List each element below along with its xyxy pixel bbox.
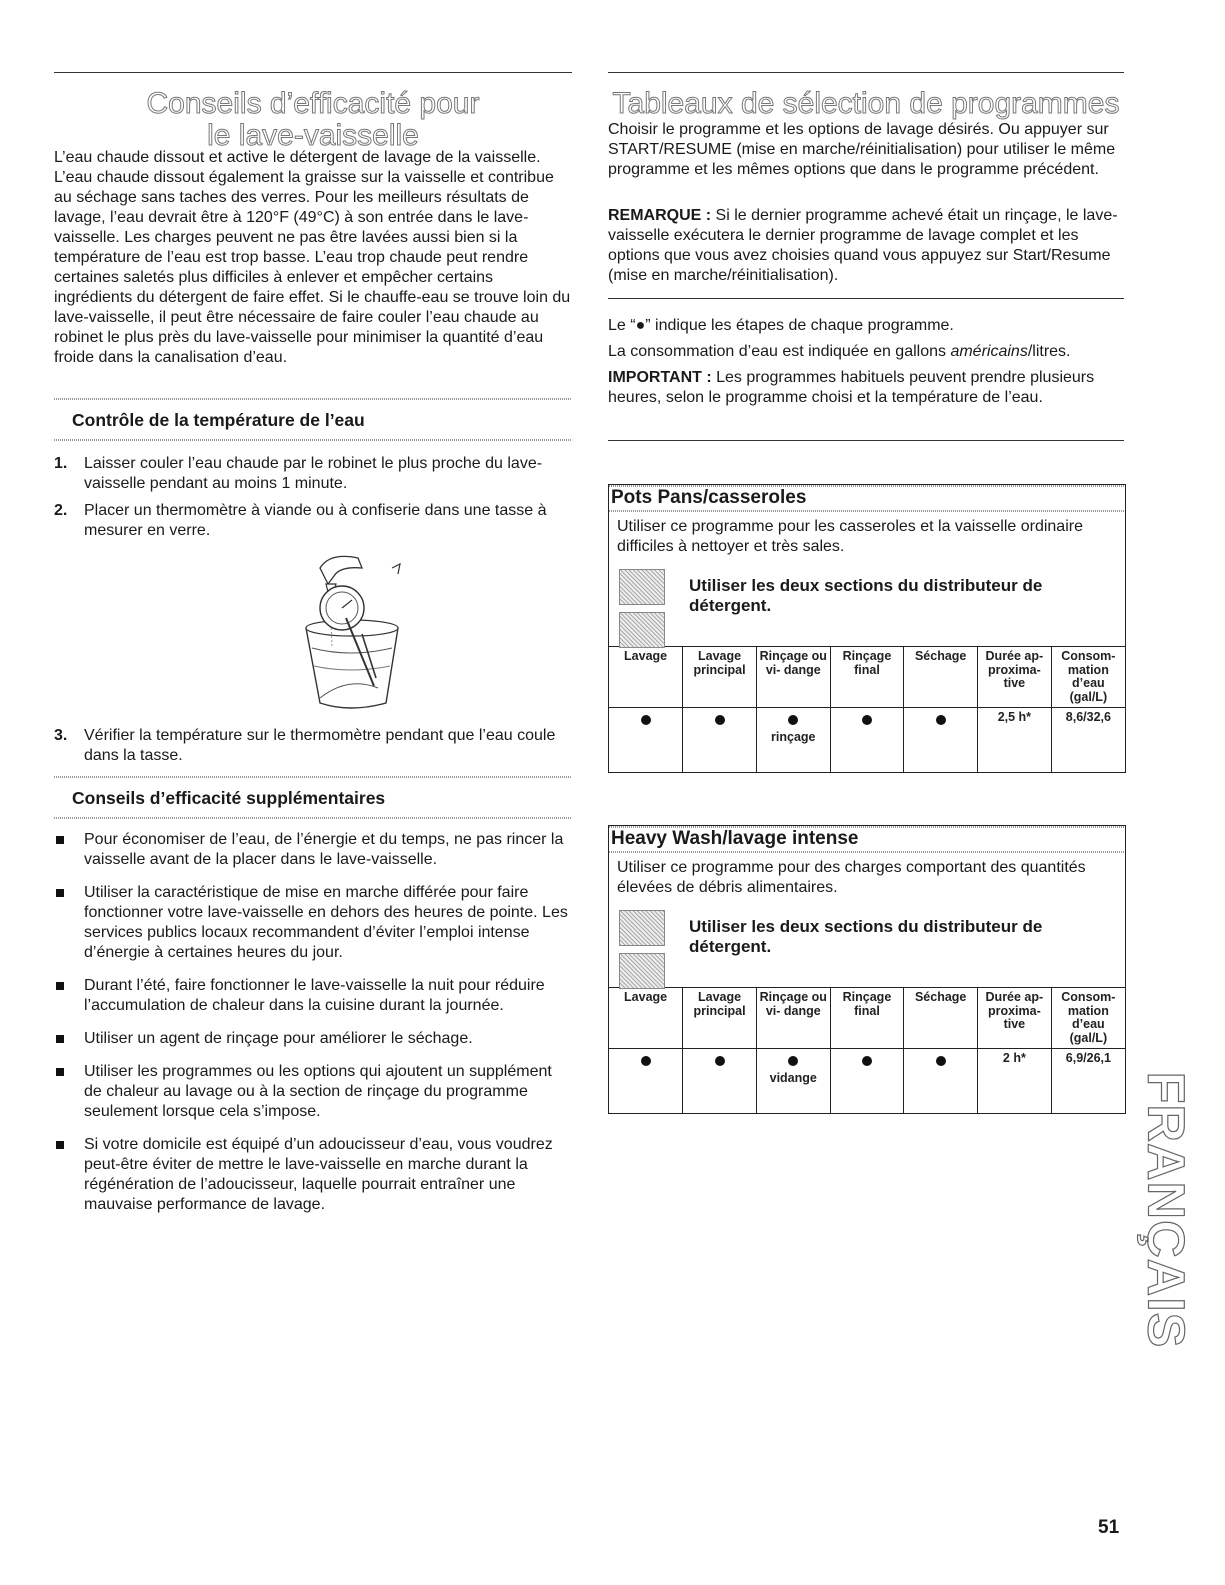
tip-item bbox=[54, 883, 572, 963]
program-title-bar bbox=[609, 826, 1125, 853]
tips-section-heading bbox=[54, 776, 572, 819]
step-text: Laisser couler l’eau chaude par le robinet le plus proche du lave-vaisselle pendant au moins 1 minute. bbox=[84, 455, 543, 492]
rinse-note: rinçage bbox=[771, 730, 816, 744]
header-cell: Durée ap- proxima- tive bbox=[978, 647, 1052, 708]
step-cell bbox=[683, 708, 757, 773]
header-cell: Rinçage final bbox=[830, 647, 904, 708]
step-number: 1. bbox=[54, 455, 68, 472]
detergent-instruction: Utiliser les deux sections du distributeur de détergent. bbox=[689, 917, 1043, 956]
step-number: 3. bbox=[54, 727, 68, 744]
bullet-square-icon bbox=[56, 889, 64, 897]
step-dot-icon bbox=[788, 1056, 798, 1066]
program-title: Heavy Wash/lavage intense bbox=[611, 828, 859, 849]
header-cell: Durée ap- proxima- tive bbox=[978, 988, 1052, 1049]
header-cell: Rinçage ou vi- dange bbox=[756, 647, 830, 708]
step-dot-icon bbox=[715, 1056, 725, 1066]
water-text-pre: La consommation d’eau est indiquée en gallons bbox=[608, 343, 951, 360]
divider bbox=[608, 440, 1124, 441]
water-cell: 8,6/32,6 bbox=[1051, 708, 1125, 773]
left-heading-line2: le lave-vaisselle bbox=[207, 119, 419, 152]
page-number: 51 bbox=[1098, 1517, 1120, 1538]
step-cell bbox=[830, 708, 904, 773]
side-language-label: FRANÇAIS bbox=[1136, 1071, 1195, 1349]
step-item bbox=[54, 501, 572, 541]
bullet-square-icon bbox=[56, 836, 64, 844]
step-text: Vérifier la température sur le thermomètre pendant que l’eau coule dans la tasse. bbox=[84, 727, 556, 764]
side-language-tab bbox=[1136, 1071, 1195, 1349]
cycle-table bbox=[609, 987, 1125, 1113]
divider bbox=[608, 298, 1124, 299]
program-card-pots-pans bbox=[608, 484, 1126, 773]
tip-text: Pour économiser de l’eau, de l’énergie et du temps, ne pas rincer la vaisselle avant de la placer dans le lave-vaisselle. bbox=[84, 831, 564, 868]
detergent-dispenser-icon bbox=[619, 910, 665, 986]
step-cell bbox=[830, 1049, 904, 1114]
cycle-header-row bbox=[609, 647, 1125, 708]
water-usage-note bbox=[608, 342, 1128, 362]
step-item bbox=[54, 726, 572, 766]
tip-text: Utiliser la caractéristique de mise en marche différée pour faire fonctionner votre lave-vaisselle en dehors des heures de pointe. Les services publics locaux recommandent d’éviter l’emploi intense d’énergie à certaines heures du jour. bbox=[84, 884, 568, 961]
detergent-instruction: Utiliser les deux sections du distributeur de détergent. bbox=[689, 576, 1043, 615]
important-label: IMPORTANT : bbox=[608, 369, 712, 386]
tip-text: Si votre domicile est équipé d’un adoucisseur d’eau, vous voudrez peut-être éviter de mettre le lave-vaisselle en marche durant la régénération de l’adoucisseur, laquelle pourrait entraîner une mauvaise performance de lavage. bbox=[84, 1136, 553, 1213]
bullet-square-icon bbox=[56, 982, 64, 990]
program-description: Utiliser ce programme pour des charges comportant des quantités élevées de débris alimentaires. bbox=[617, 859, 1086, 896]
header-cell: Lavage principal bbox=[683, 647, 757, 708]
step-dot-icon bbox=[936, 1056, 946, 1066]
header-cell: Lavage principal bbox=[683, 988, 757, 1049]
header-cell: Séchage bbox=[904, 988, 978, 1049]
step-cell bbox=[756, 1049, 830, 1114]
header-cell: Consom- mation d’eau (gal/L) bbox=[1051, 647, 1125, 708]
right-heading: Tableaux de sélection de programmes bbox=[612, 87, 1120, 120]
header-cell: Rinçage final bbox=[830, 988, 904, 1049]
step-cell bbox=[609, 708, 683, 773]
step-cell bbox=[904, 708, 978, 773]
cycle-value-row bbox=[609, 1049, 1125, 1114]
step-cell bbox=[609, 1049, 683, 1114]
tips-heading-text: Conseils d’efficacité supplémentaires bbox=[72, 788, 386, 808]
legend-text: Le “●” indique les étapes de chaque programme. bbox=[608, 317, 954, 334]
cycle-table bbox=[609, 646, 1125, 772]
step-dot-icon bbox=[641, 1056, 651, 1066]
tip-item bbox=[54, 1062, 572, 1122]
bullet-square-icon bbox=[56, 1035, 64, 1043]
step-dot-icon bbox=[862, 715, 872, 725]
note-paragraph bbox=[608, 206, 1124, 286]
header-cell: Rinçage ou vi- dange bbox=[756, 988, 830, 1049]
left-top-rule bbox=[54, 72, 572, 73]
left-heading bbox=[54, 88, 572, 152]
tip-text: Utiliser les programmes ou les options qui ajoutent un supplément de chaleur au lavage ou à la section de rinçage du programme seulement lorsque cela s’impose. bbox=[84, 1063, 552, 1120]
duration-cell: 2 h* bbox=[978, 1049, 1052, 1114]
steps-list-top bbox=[54, 454, 572, 541]
detergent-row bbox=[609, 562, 1125, 646]
cycle-header-row bbox=[609, 988, 1125, 1049]
step-item bbox=[54, 454, 572, 494]
steps-list-bottom bbox=[54, 726, 572, 766]
tip-text: Utiliser un agent de rinçage pour améliorer le séchage. bbox=[84, 1030, 473, 1047]
step-text: Placer un thermomètre à viande ou à confiserie dans une tasse à mesurer en verre. bbox=[84, 502, 547, 539]
temp-heading-text: Contrôle de la température de l’eau bbox=[72, 410, 365, 430]
program-title: Pots Pans/casseroles bbox=[611, 487, 807, 508]
temp-section-heading bbox=[54, 398, 572, 441]
water-text-post: /litres. bbox=[1027, 343, 1071, 360]
header-cell: Séchage bbox=[904, 647, 978, 708]
note-text: Si le dernier programme achevé était un rinçage, le lave-vaisselle exécutera le dernier programme de lavage complet et les options que vous avez choisies quand vous appuyez sur Start/Resume (mise en marche/réinitialisation). bbox=[608, 207, 1118, 284]
right-intro: Choisir le programme et les options de lavage désirés. Ou appuyer sur START/RESUME (mise en marche/réinitialisation) pour utiliser le même programme et les mêmes options que dans le programme précédent. bbox=[608, 121, 1116, 178]
left-heading-line1: Conseils d’efficacité pour bbox=[146, 87, 480, 120]
tip-item bbox=[54, 1029, 572, 1049]
thermometer-in-cup-illustration bbox=[250, 548, 410, 718]
detergent-dispenser-icon bbox=[619, 569, 665, 645]
header-cell: Consom- mation d’eau (gal/L) bbox=[1051, 988, 1125, 1049]
step-cell bbox=[683, 1049, 757, 1114]
important-text: Les programmes habituels peuvent prendre plusieurs heures, selon le programme choisi et la température de l’eau. bbox=[608, 369, 1095, 406]
intro-paragraph: L’eau chaude dissout et active le détergent de lavage de la vaisselle. L’eau chaude dissout également la graisse sur la vaisselle et contribue au séchage sans taches des verres. Pour les meilleurs résultats de lavage, l’eau devrait être à 120°F (49°C) à son entrée dans le lave-vaisselle. Les charges peuvent ne pas être lavées aussi bien si la température de l’eau est trop basse. L’eau trop chaude peut rendre certaines saletés plus difficiles à enlever et empêcher certains ingrédients du détergent de faire effet. Si le chauffe-eau se trouve loin du lave-vaisselle, il peut être nécessaire de faire couler l’eau chaude au robinet le plus près du lave-vaisselle pour minimiser la quantité d’eau froide dans la canalisation d’eau. bbox=[54, 149, 571, 366]
water-text-italic: américains bbox=[950, 343, 1028, 360]
tip-item bbox=[54, 976, 572, 1016]
important-paragraph bbox=[608, 368, 1124, 408]
step-dot-icon bbox=[715, 715, 725, 725]
rinse-note: vidange bbox=[769, 1071, 817, 1085]
tips-list bbox=[54, 830, 572, 1228]
step-dot-icon bbox=[936, 715, 946, 725]
cycle-value-row bbox=[609, 708, 1125, 773]
step-number: 2. bbox=[54, 502, 68, 519]
step-dot-icon bbox=[788, 715, 798, 725]
program-title-bar bbox=[609, 485, 1125, 512]
header-cell: Lavage bbox=[609, 647, 683, 708]
step-dot-icon bbox=[862, 1056, 872, 1066]
program-description: Utiliser ce programme pour les casseroles et la vaisselle ordinaire difficiles à nettoyer et très sales. bbox=[617, 518, 1083, 555]
bullet-square-icon bbox=[56, 1141, 64, 1149]
step-dot-icon bbox=[641, 715, 651, 725]
water-cell: 6,9/26,1 bbox=[1051, 1049, 1125, 1114]
right-top-rule bbox=[608, 72, 1124, 73]
bullet-square-icon bbox=[56, 1068, 64, 1076]
detergent-row bbox=[609, 903, 1125, 987]
program-card-heavy-wash bbox=[608, 825, 1126, 1114]
step-cell bbox=[904, 1049, 978, 1114]
tip-text: Durant l’été, faire fonctionner le lave-vaisselle la nuit pour réduire l’accumulation de chaleur dans la cuisine durant la journée. bbox=[84, 977, 545, 1014]
tip-item bbox=[54, 1135, 572, 1215]
step-cell bbox=[756, 708, 830, 773]
note-label: REMARQUE : bbox=[608, 207, 712, 224]
tip-item bbox=[54, 830, 572, 870]
duration-cell: 2,5 h* bbox=[978, 708, 1052, 773]
header-cell: Lavage bbox=[609, 988, 683, 1049]
